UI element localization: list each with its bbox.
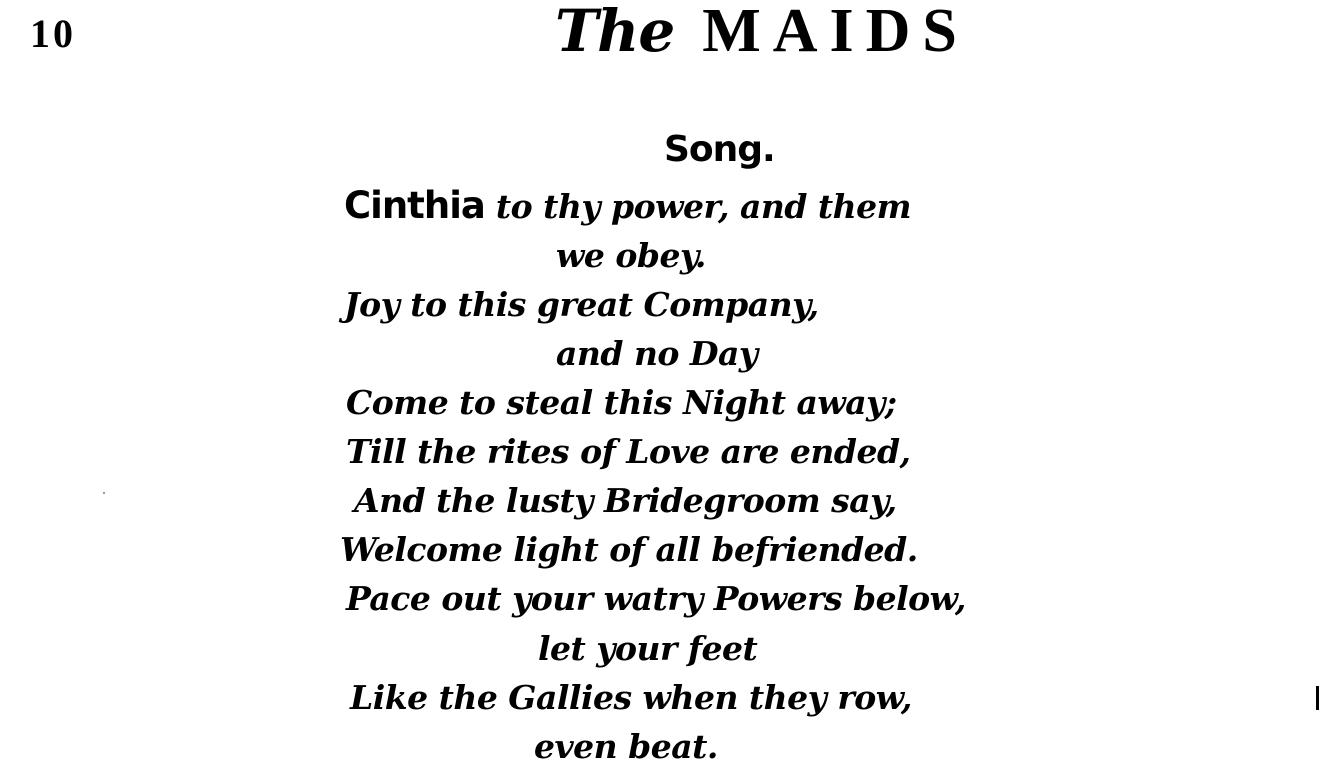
verse-line — [346, 579, 966, 618]
verse-line — [344, 285, 819, 324]
verse-line-text: And the lusty Bridegroom say, — [354, 481, 897, 520]
page-edge-mark — [1316, 686, 1319, 710]
verse-line — [538, 629, 758, 668]
verse-line-text: let your feet — [538, 629, 758, 668]
running-head — [555, 0, 969, 65]
verse-line — [340, 530, 918, 569]
running-head-article: The — [555, 0, 675, 65]
verse-line — [534, 727, 718, 766]
page-number: 10 — [30, 11, 76, 56]
verse-line-text: Till the rites of Love are ended, — [346, 432, 911, 471]
verse-line — [350, 678, 912, 717]
verse-line-text: Pace out your watry Powers below, — [346, 579, 966, 618]
verse-line-text: we obey. — [556, 236, 706, 275]
verse-line — [344, 184, 912, 227]
verse-line — [556, 236, 706, 275]
song-heading: Song. — [664, 129, 775, 170]
verse-line-text: even beat. — [534, 727, 718, 766]
verse-line-text: Come to steal this Night away; — [346, 383, 897, 422]
verse-line — [346, 383, 897, 422]
verse-line-text: to thy power, and them — [484, 187, 912, 226]
verse-line — [354, 481, 897, 520]
verse-line-name: Cinthia — [344, 184, 485, 227]
verse-line — [556, 334, 758, 373]
print-speck — [103, 492, 105, 494]
verse-line-text: Like the Gallies when they row, — [350, 678, 912, 717]
running-head-title: MAIDS — [702, 0, 969, 65]
verse-line-text: Joy to this great Company, — [344, 285, 819, 324]
verse-line-text: Welcome light of all befriended. — [340, 530, 918, 569]
verse-line — [346, 432, 911, 471]
verse-line-text: and no Day — [556, 334, 758, 373]
